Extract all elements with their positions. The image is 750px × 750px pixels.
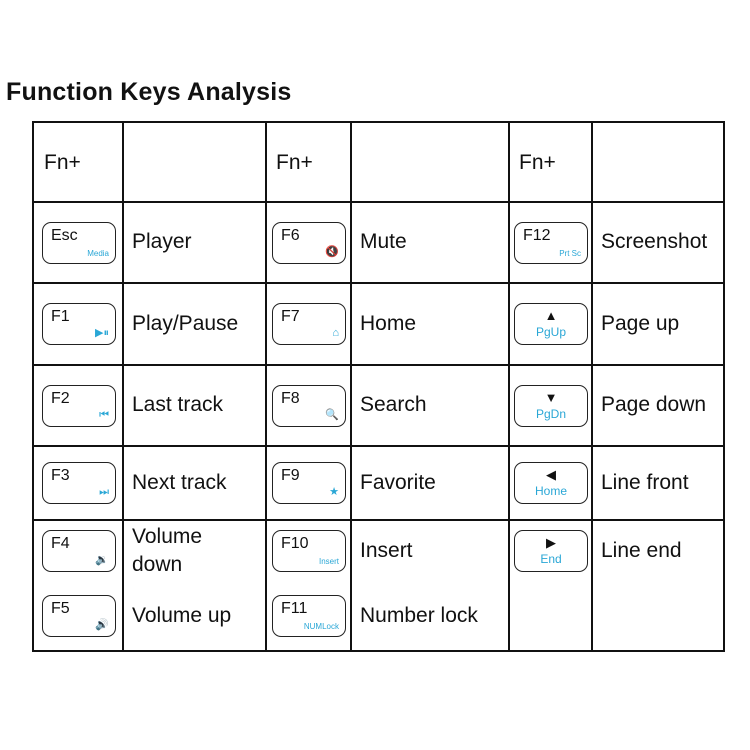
key-cell xyxy=(266,520,351,582)
key-secondary-label: Insert xyxy=(318,557,339,566)
function-label-cell xyxy=(123,202,266,283)
arrow-up-icon: ▲ xyxy=(544,308,558,323)
function-label: Play/Pause xyxy=(132,311,239,335)
keycap xyxy=(42,462,116,504)
keycap xyxy=(272,530,346,572)
function-label-cell xyxy=(123,582,266,650)
volume-down-icon: 🔉 xyxy=(95,554,109,566)
keycap xyxy=(272,303,346,345)
function-label-cell xyxy=(592,520,723,582)
key-name: F12 xyxy=(523,227,551,244)
key-cell xyxy=(34,202,123,283)
function-label: Volume down xyxy=(132,524,203,576)
keycap xyxy=(42,385,116,427)
search-icon: 🔍 xyxy=(325,409,339,421)
key-cell xyxy=(266,582,351,650)
header-cell xyxy=(34,123,123,202)
function-label-cell xyxy=(123,520,266,582)
fn-label: Fn+ xyxy=(276,150,313,174)
keycap xyxy=(42,222,116,264)
function-label: Volume up xyxy=(132,603,232,627)
key-cell xyxy=(266,202,351,283)
key-nav-label: PgUp xyxy=(535,325,567,339)
function-label-cell xyxy=(351,365,509,446)
keycap xyxy=(514,462,588,504)
key-secondary-label: Media xyxy=(87,249,109,258)
function-label: Next track xyxy=(132,470,227,494)
key-name: F4 xyxy=(51,535,70,552)
key-name: F5 xyxy=(51,600,70,617)
function-label-cell xyxy=(351,582,509,650)
arrow-down-icon: ▼ xyxy=(544,390,558,405)
function-label-cell xyxy=(123,446,266,520)
function-label-cell xyxy=(351,520,509,582)
volume-up-icon: 🔊 xyxy=(95,619,109,631)
function-label-cell xyxy=(351,202,509,283)
function-label: Screenshot xyxy=(601,230,708,254)
key-cell xyxy=(34,365,123,446)
function-label: Number lock xyxy=(360,603,478,627)
function-label-cell xyxy=(123,365,266,446)
function-label: Last track xyxy=(132,393,224,417)
key-cell xyxy=(34,582,123,650)
keycap xyxy=(42,530,116,572)
keycap xyxy=(42,595,116,637)
home-icon: ⌂ xyxy=(332,327,339,339)
key-nav-label: Home xyxy=(534,484,567,498)
function-label-cell xyxy=(351,446,509,520)
keycap xyxy=(272,462,346,504)
keycap xyxy=(514,385,588,427)
function-label-cell xyxy=(123,283,266,365)
mute-icon: 🔇 xyxy=(325,246,339,258)
header-cell xyxy=(509,123,592,202)
previous-track-icon: ⏮ xyxy=(99,409,109,421)
page-title: Function Keys Analysis xyxy=(6,78,292,106)
function-keys-table xyxy=(32,121,725,652)
play-pause-icon: ▶⏸ xyxy=(95,327,109,339)
key-name: F7 xyxy=(281,308,300,325)
header-cell xyxy=(266,123,351,202)
key-name: F10 xyxy=(281,535,309,552)
function-label-cell xyxy=(592,365,723,446)
key-name: F8 xyxy=(281,390,300,407)
function-label: Line front xyxy=(601,470,689,494)
keycap xyxy=(272,385,346,427)
function-label-cell xyxy=(592,446,723,520)
key-name: F6 xyxy=(281,227,300,244)
fn-label: Fn+ xyxy=(44,150,81,174)
arrow-left-icon: ◀ xyxy=(546,467,556,482)
function-label: Favorite xyxy=(360,470,436,494)
key-name: Esc xyxy=(51,227,78,244)
key-cell xyxy=(509,446,592,520)
key-nav-label: End xyxy=(540,552,562,566)
function-label-cell xyxy=(592,202,723,283)
key-cell xyxy=(34,446,123,520)
function-label: Insert xyxy=(360,538,413,562)
keycap xyxy=(272,595,346,637)
keycap xyxy=(42,303,116,345)
key-secondary-label: NUMLock xyxy=(303,622,339,631)
keycap xyxy=(514,303,588,345)
key-cell xyxy=(266,446,351,520)
keycap xyxy=(514,222,588,264)
key-cell xyxy=(509,520,592,582)
function-label: Search xyxy=(360,393,427,417)
function-label: Player xyxy=(132,230,192,254)
key-name: F9 xyxy=(281,467,300,484)
key-cell xyxy=(34,283,123,365)
keycap xyxy=(514,530,588,572)
key-cell xyxy=(266,283,351,365)
key-name: F2 xyxy=(51,390,70,407)
key-cell xyxy=(509,202,592,283)
key-name: F1 xyxy=(51,308,70,325)
key-cell xyxy=(34,520,123,582)
function-label: Home xyxy=(360,311,417,335)
function-label: Page down xyxy=(601,393,707,417)
function-label: Page up xyxy=(601,311,680,335)
function-label: Line end xyxy=(601,538,682,562)
key-cell xyxy=(509,365,592,446)
key-name: F3 xyxy=(51,467,70,484)
next-track-icon: ⏭ xyxy=(99,486,109,498)
key-cell xyxy=(509,283,592,365)
key-nav-label: PgDn xyxy=(535,407,567,421)
arrow-right-icon: ▶ xyxy=(546,535,556,550)
keycap xyxy=(272,222,346,264)
key-name: F11 xyxy=(281,600,308,617)
function-label-cell xyxy=(351,283,509,365)
fn-label: Fn+ xyxy=(519,150,556,174)
function-label-cell xyxy=(592,283,723,365)
key-cell xyxy=(266,365,351,446)
function-label: Mute xyxy=(360,230,407,254)
key-secondary-label: Prt Sc xyxy=(559,249,581,258)
favorite-icon: ★ xyxy=(329,486,339,498)
